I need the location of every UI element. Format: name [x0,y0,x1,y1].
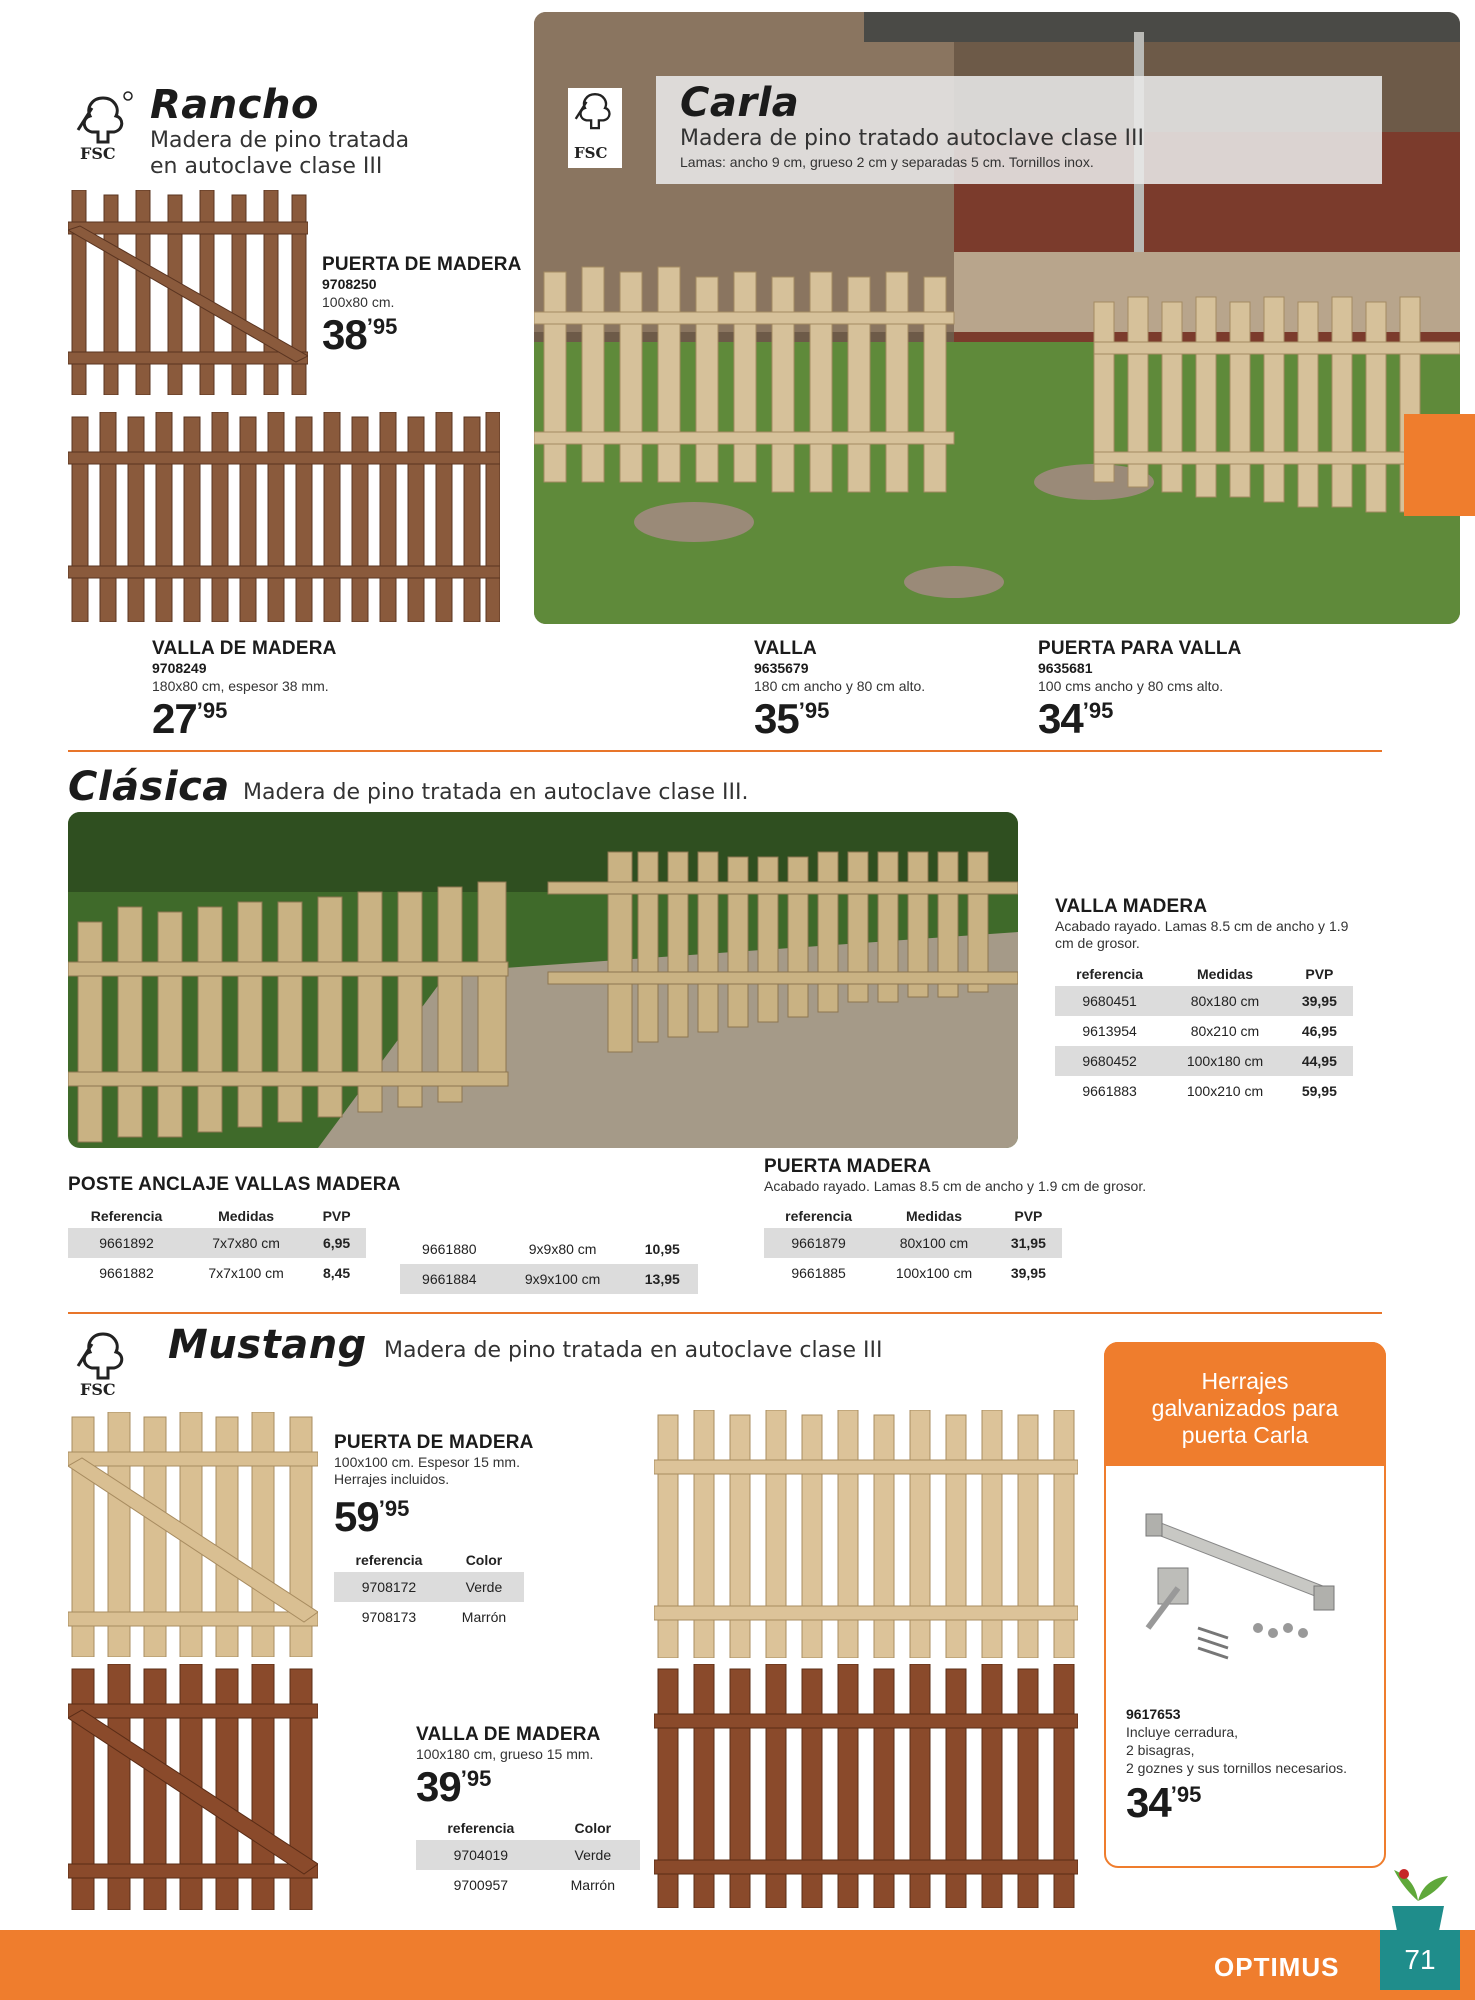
rancho-gate-desc: 100x80 cm. [322,294,395,310]
footer-brand: OPTIMUS [1214,1952,1340,1982]
poste-table-left [68,1204,366,1288]
table-row [1055,1046,1353,1076]
herrajes-price: $34^{’95}$ [1126,1779,1202,1826]
carla-fence-price: $35^{’95}$ [754,695,830,742]
cell-price: 46,95 [1301,1023,1337,1039]
clasica-puerta-desc: Acabado rayado. Lamas 8.5 cm de ancho y 1.9 cm de grosor. [764,1178,1147,1194]
rancho-title: Rancho [150,82,319,128]
mustang-fence-desc: 100x180 cm, grueso 15 mm. [416,1746,594,1762]
clasica-valla-title: VALLA MADERA [1055,896,1208,917]
cell-size: 9x9x100 cm [499,1264,627,1294]
table-row [334,1602,524,1632]
carla-fence-ref: 9635679 [754,660,809,676]
cell-ref: 9708173 [361,1609,417,1625]
cell-ref: 9680451 [1055,986,1164,1016]
table-header: referencia [355,1552,423,1568]
cell-price: 13,95 [627,1264,698,1294]
cell-ref: 9680452 [1055,1046,1164,1076]
cell-color: Verde [546,1840,640,1870]
rancho-fence-desc: 180x80 cm, espesor 38 mm. [152,678,329,694]
table-header: PVP [1305,966,1334,982]
cell-price: 44,95 [1286,1046,1353,1076]
table-header: Referencia [90,1208,163,1224]
clasica-subtitle: Madera de pino tratada en autoclave clase III. [243,780,749,805]
clasica-puerta-table [764,1204,1062,1288]
table-row [400,1234,698,1264]
clasica-valla-desc: Acabado rayado. Lamas 8.5 cm de ancho y 1.9 cm de grosor. [1055,918,1349,951]
rancho-fence-ref: 9708249 [152,660,207,676]
carla-gate-price: $34^{’95}$ [1038,695,1114,742]
table-header: referencia [447,1820,515,1836]
cell-ref: 9700957 [453,1877,509,1893]
mustang-gate-desc1: 100x100 cm. Espesor 15 mm. [334,1454,520,1470]
herrajes-title-line: galvanizados para [1151,1395,1339,1421]
cell-size: 9x9x80 cm [528,1241,597,1257]
table-row [764,1258,1062,1288]
table-row [400,1264,698,1294]
clasica-valla-table [1055,962,1353,1106]
mustang-fsc-label: FSC [80,1380,116,1399]
carla-gate-ref: 9635681 [1038,660,1093,676]
carla-subtitle: Madera de pino tratado autoclave clase III [680,126,1145,151]
page-number: 71 [1380,1930,1460,1990]
cell-price: 39,95 [1286,986,1353,1016]
table-row [764,1228,1062,1258]
poste-table-right [400,1234,698,1294]
cell-color: Verde [444,1572,524,1602]
mustang-gate-title: PUERTA DE MADERA [334,1432,534,1453]
table-header: referencia [1076,966,1144,982]
carla-fence-title: VALLA [754,638,817,659]
clasica-title: Clásica [68,764,230,810]
table-row [416,1840,640,1870]
table-row [68,1228,366,1258]
herrajes-desc3: 2 goznes y sus tornillos necesarios. [1126,1760,1347,1776]
rancho-subtitle: Madera de pino tratada en autoclave clase III [150,128,410,179]
carla-gate-title: PUERTA PARA VALLA [1038,638,1242,659]
cell-size: 80x100 cm [873,1228,995,1258]
cell-price: 31,95 [995,1228,1062,1258]
herrajes-image [1128,1508,1368,1678]
cell-price: 8,45 [322,1265,351,1281]
cell-size: 100x180 cm [1164,1046,1286,1076]
cell-ref: 9661884 [400,1264,499,1294]
mustang-fence-green-image [654,1410,1078,1658]
mustang-fence-table [416,1816,640,1900]
rancho-gate-title: PUERTA DE MADERA [322,254,522,275]
rancho-fence-image [68,412,500,622]
mustang-gate-green-image [68,1412,318,1657]
mustang-subtitle: Madera de pino tratada en autoclave clase III [384,1338,883,1363]
rancho-fence-price: $27^{’95}$ [152,695,228,742]
table-row [68,1258,366,1288]
mustang-gate-desc2: Herrajes incluidos. [334,1471,450,1487]
table-row [334,1572,524,1602]
cell-size: 100x210 cm [1186,1083,1264,1099]
fsc-logo [68,90,138,163]
section-divider [68,1312,1382,1314]
cell-ref: 9661882 [99,1265,154,1281]
herrajes-desc1: Incluye cerradura, [1126,1724,1239,1740]
cell-price: 39,95 [1010,1265,1046,1281]
cell-size: 80x180 cm [1164,986,1286,1016]
poste-title: POSTE ANCLAJE VALLAS MADERA [68,1174,401,1195]
mustang-title: Mustang [168,1322,367,1368]
plant-icon [1378,1856,1458,1936]
cell-size: 7x7x100 cm [208,1265,284,1281]
cell-color: Marrón [570,1877,615,1893]
mustang-gate-brown-image [68,1664,318,1910]
cell-color: Marrón [461,1609,507,1625]
mustang-gate-table [334,1548,524,1632]
cell-ref: 9708172 [334,1572,444,1602]
herrajes-title [1104,1368,1386,1449]
mustang-gate-price: $59^{’95}$ [334,1493,410,1540]
table-header: Color [465,1552,503,1568]
table-row [1055,1076,1353,1106]
clasica-puerta-title: PUERTA MADERA [764,1156,932,1177]
herrajes-ref: 9617653 [1126,1706,1181,1722]
cell-size: 7x7x80 cm [185,1228,307,1258]
cell-ref: 9661879 [764,1228,873,1258]
cell-price: 59,95 [1301,1083,1337,1099]
cell-ref: 9661885 [791,1265,846,1281]
mustang-fence-brown-image [654,1664,1078,1908]
cell-size: 80x210 cm [1190,1023,1260,1039]
table-row [1055,986,1353,1016]
cell-price: 6,95 [307,1228,366,1258]
mustang-fence-price: $39^{’95}$ [416,1763,492,1810]
mustang-fsc-logo [68,1326,138,1399]
carla-note: Lamas: ancho 9 cm, grueso 2 cm y separadas 5 cm. Tornillos inox. [680,154,1094,170]
rancho-gate-ref: 9708250 [322,276,377,292]
cell-ref: 9704019 [416,1840,546,1870]
rancho-fence-title: VALLA DE MADERA [152,638,337,659]
cell-ref: 9661880 [422,1241,477,1257]
table-header: PVP [1014,1208,1043,1224]
carla-fsc-label: FSC [574,144,608,162]
table-row [416,1870,640,1900]
section-divider [68,750,1382,752]
table-header: Medidas [905,1208,962,1224]
cell-ref: 9661883 [1082,1083,1137,1099]
cell-size: 100x100 cm [895,1265,973,1281]
cell-ref: 9613954 [1082,1023,1137,1039]
side-tab [1404,414,1475,516]
table-header: Medidas [218,1208,275,1224]
herrajes-title-line: puerta Carla [1181,1422,1309,1448]
table-header: Color [574,1820,612,1836]
rancho-gate-price: $38^{’95}$ [322,311,398,358]
mustang-fence-title: VALLA DE MADERA [416,1724,601,1745]
table-header: referencia [785,1208,853,1224]
carla-fence-desc: 180 cm ancho y 80 cm alto. [754,678,926,694]
table-header: PVP [322,1208,351,1224]
carla-gate-desc: 100 cms ancho y 80 cms alto. [1038,678,1224,694]
clasica-photo [68,812,1018,1148]
table-header: Medidas [1196,966,1253,982]
herrajes-title-line: Herrajes [1201,1368,1289,1394]
cell-ref: 9661892 [68,1228,185,1258]
fsc-label: FSC [80,144,116,163]
carla-title: Carla [680,80,800,126]
rancho-gate-image [68,190,308,395]
cell-price: 10,95 [644,1241,680,1257]
table-row [1055,1016,1353,1046]
carla-fsc-logo [568,88,622,168]
herrajes-desc2: 2 bisagras, [1126,1742,1195,1758]
